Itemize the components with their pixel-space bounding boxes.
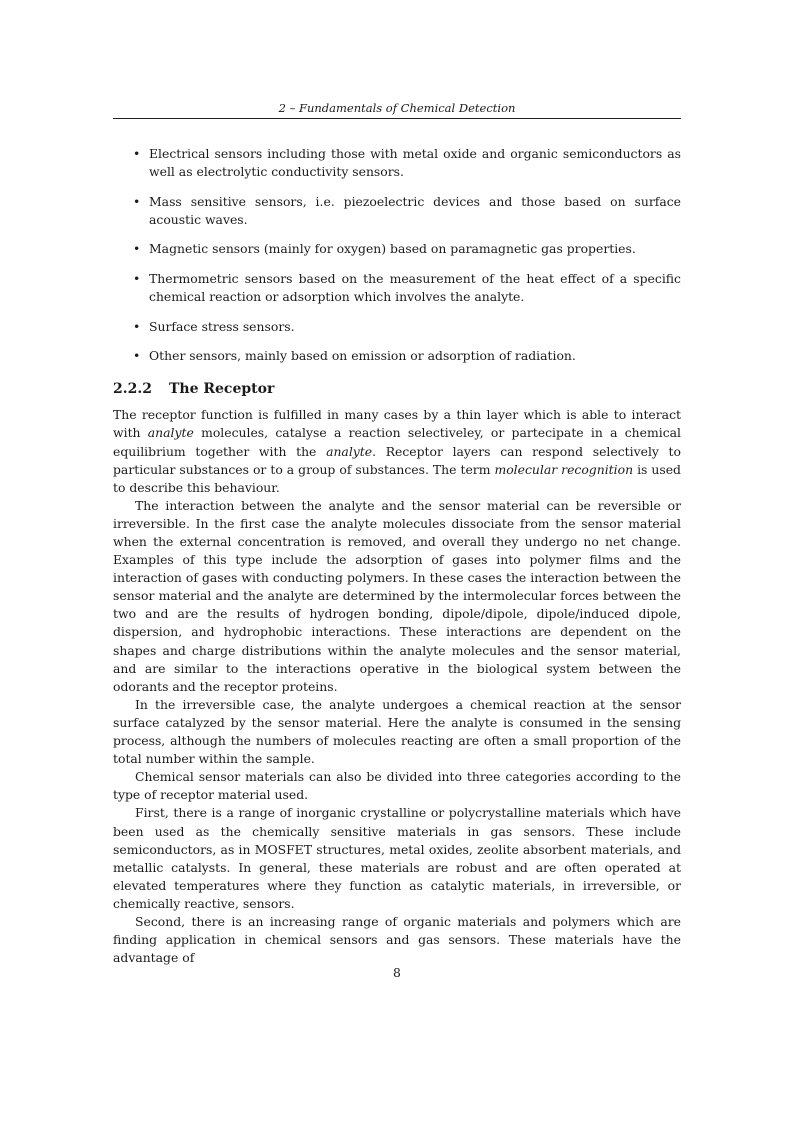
bullet-marker: • <box>133 146 141 161</box>
list-item <box>113 145 681 181</box>
emphasis-molecular-recognition: molecular recognition <box>494 461 634 477</box>
emphasis-analyte: analyte <box>147 425 194 441</box>
bullet-marker: • <box>133 193 141 209</box>
paragraph-text: is used to describe this behaviour. <box>113 461 681 495</box>
running-header: 2 – Fundamentals of Chemical Detection <box>278 101 516 115</box>
list-item <box>113 193 681 229</box>
bullet-marker: • <box>133 318 141 334</box>
list-item-text: Other sensors, mainly based on emission or adsorption of radiation. <box>149 348 576 364</box>
bullet-marker: • <box>133 270 141 286</box>
list-item-text: Mass sensitive sensors, i.e. piezoelectric devices and those based on surface acoustic waves. <box>149 193 681 227</box>
sensor-type-list <box>113 145 681 365</box>
list-item-text: Thermometric sensors based on the measurement of the heat effect of a specific chemical reaction or adsorption which involves the analyte. <box>149 270 681 305</box>
paragraph-receptor-function <box>113 406 681 496</box>
emphasis-analyte: analyte <box>326 443 373 459</box>
list-item-text: Magnetic sensors (mainly for oxygen) based on paramagnetic gas properties. <box>149 241 636 257</box>
paragraph-irreversible: In the irreversible case, the analyte undergoes a chemical reaction at the sensor surface catalyzed by the sensor material. Here the analyte is consumed in the sensing process, although the numbers of molecules reacting are often a small proportion of the total number within the sample. <box>113 696 681 767</box>
list-item <box>113 318 681 336</box>
paragraph-text: molecules, catalyse a reaction selectiveley, or partecipate in a chemical equilibrium together with the <box>113 425 681 459</box>
paragraph-text: The receptor function is fulfilled in many cases by a thin layer which is able to interact with <box>113 407 681 441</box>
page-number: 8 <box>393 965 401 980</box>
paragraph-organic: Second, there is an increasing range of organic materials and polymers which are finding application in chemical sensors and gas sensors. These materials have the advantage of <box>113 913 681 966</box>
header-rule <box>113 118 681 119</box>
list-item-text: Electrical sensors including those with metal oxide and organic semiconductors as well as electrolytic conductivity sensors. <box>149 146 681 180</box>
page-body <box>113 145 681 967</box>
list-item <box>113 240 681 258</box>
paragraph-categories: Chemical sensor materials can also be divided into three categories according to the type of receptor material used. <box>113 769 681 803</box>
list-item <box>113 270 681 306</box>
paragraph-inorganic: First, there is a range of inorganic crystalline or polycrystalline materials which have been used as the chemically sensitive materials in gas sensors. These include semiconductors, as in MOSFET structures, metal oxides, zeolite absorbent materials, and metallic catalysts. In general, these materials are robust and are often operated at elevated temperatures where they function as catalytic materials, in irreversible, or chemically reactive, sensors. <box>113 805 681 911</box>
list-item-text: Surface stress sensors. <box>149 318 295 334</box>
subsection-title: The Receptor <box>169 381 275 398</box>
subsection-heading <box>113 380 681 398</box>
bullet-marker: • <box>133 241 141 257</box>
list-item <box>113 347 681 365</box>
bullet-marker: • <box>133 348 141 364</box>
subsection-number: 2.2.2 <box>113 381 152 398</box>
paragraph-text: . Receptor layers can respond selectively to particular substances or to a group of substances. The term <box>113 443 681 477</box>
paragraph-interaction: The interaction between the analyte and the sensor material can be reversible or irreversible. In the first case the analyte molecules dissociate from the sensor material when the external concentration is removed, and overall they undergo no net change. Examples of this type include the adsorption of gases into polymer films and the interaction of gases with conducting polymers. In these cases the interaction between the sensor material and the analyte are determined by the intermolecular forces between the two and are the results of hydrogen bonding, dipole/dipole, dipole/induced dipole, dispersion, and hydrophobic interactions. These interactions are dependent on the shapes and charge distributions within the analyte molecules and the sensor material, and are similar to the interactions operative in the biological system between the odorants and the receptor proteins. <box>113 497 681 694</box>
